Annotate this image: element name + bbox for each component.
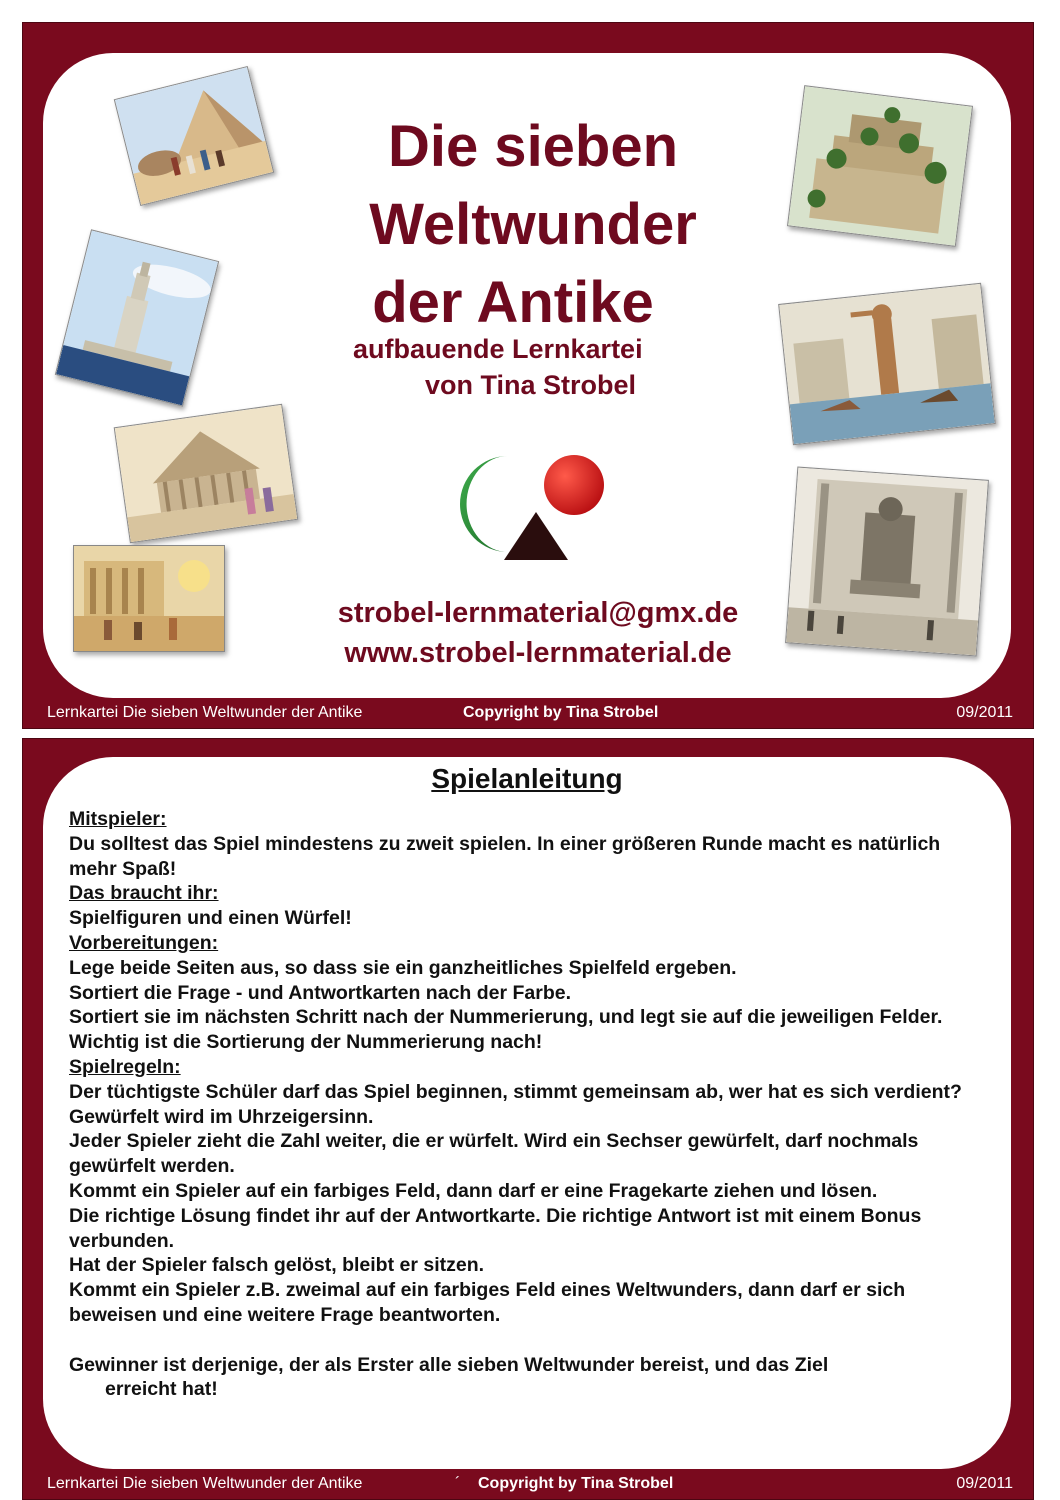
gardens-illustration-icon <box>788 86 972 245</box>
pyramids-picture <box>114 66 275 206</box>
temple-illustration-icon <box>74 546 224 651</box>
cover-panel <box>43 53 1011 698</box>
instruction-line: Sortiert sie im nächsten Schritt nach der Nummerierung, und legt sie auf die jeweiligen Felder. <box>69 1006 943 1029</box>
pyramid-sphinx-illustration-icon <box>115 67 273 205</box>
instruction-line: erreicht hat! <box>105 1378 218 1401</box>
footer-title: Lernkartei Die sieben Weltwunder der Antike <box>47 704 363 721</box>
triangle-shape <box>504 512 568 560</box>
instruction-line: Der tüchtigste Schüler darf das Spiel beginnen, stimmt gemeinsam ab, wer hat es sich verdient? <box>69 1080 962 1103</box>
colossus-illustration-icon <box>779 284 995 444</box>
instruction-line: Kommt ein Spieler auf ein farbiges Feld, dann darf er eine Fragekarte ziehen und lösen. <box>69 1179 878 1202</box>
instruction-line: Jeder Spieler zieht die Zahl weiter, die er würfelt. Wird ein Sechser gewürfelt, darf nochmals gewürfelt werden. <box>69 1130 919 1178</box>
instruction-line: Du solltest das Spiel mindestens zu zweit spielen. In einer größeren Runde macht es natürlich mehr Spaß! <box>69 832 941 880</box>
title-line: Weltwunder <box>369 192 697 257</box>
email-link[interactable]: strobel-lernmaterial@gmx.de <box>337 597 739 629</box>
red-circle-shape <box>544 455 604 515</box>
subtitle <box>353 331 643 403</box>
footer-mark: ´ <box>455 1475 461 1492</box>
crescent-shape <box>460 456 508 552</box>
instruction-line: Hat der Spieler falsch gelöst, bleibt er sitzen. <box>69 1254 485 1277</box>
mausoleum-illustration-icon <box>115 405 297 542</box>
instruction-line: Die richtige Lösung findet ihr auf der Antwortkarte. Die richtige Antwort ist mit einem Bonus verbunden. <box>69 1204 922 1252</box>
footer-copyright: Copyright by Tina Strobel <box>463 704 659 721</box>
section-heading: Spielregeln: <box>69 1055 181 1078</box>
website-link[interactable]: www.strobel-lernmaterial.de <box>344 637 732 669</box>
zeus-statue-illustration-icon <box>786 468 988 656</box>
title-line: Die sieben <box>387 114 679 179</box>
spacer <box>69 1328 987 1353</box>
mausoleum-picture <box>114 404 299 544</box>
title-line: der Antike <box>372 270 654 335</box>
temple-picture <box>73 545 225 652</box>
hanging-gardens-picture <box>787 85 973 247</box>
lighthouse-illustration-icon <box>56 230 218 405</box>
section-heading: Mitspieler: <box>69 808 167 830</box>
zeus-statue-picture <box>785 467 989 657</box>
instruction-line: Spielfiguren und einen Würfel! <box>69 907 352 930</box>
subtitle-line: aufbauende Lernkartei <box>353 334 643 364</box>
instructions-panel <box>43 757 1011 1469</box>
cover-card <box>22 22 1034 729</box>
subtitle-line: von Tina Strobel <box>425 370 637 400</box>
instructions-title: Spielanleitung <box>431 763 623 794</box>
instruction-line: Wichtig ist die Sortierung der Nummerierung nach! <box>69 1031 543 1054</box>
instruction-line: Sortiert die Frage - und Antwortkarten nach der Farbe. <box>69 981 572 1004</box>
cover-footer <box>23 698 1033 728</box>
brand-logo-icon <box>448 448 618 593</box>
footer-date: 09/2011 <box>956 704 1013 721</box>
main-title <box>313 108 753 342</box>
colossus-picture <box>778 283 996 446</box>
instruction-line: Lege beide Seiten aus, so dass sie ein ganzheitliches Spielfeld ergeben. <box>69 956 737 979</box>
instruction-line: Gewürfelt wird im Uhrzeigersinn. <box>69 1105 374 1128</box>
footer-title: Lernkartei Die sieben Weltwunder der Antike <box>47 1475 363 1492</box>
section-heading: Das braucht ihr: <box>69 882 219 905</box>
instruction-line: Gewinner ist derjenige, der als Erster alle sieben Weltwunder bereist, und das Ziel <box>69 1353 829 1376</box>
footer-copyright: Copyright by Tina Strobel <box>478 1475 674 1492</box>
contact-block <box>303 593 773 673</box>
instructions-body <box>69 807 987 1402</box>
lighthouse-picture <box>55 229 219 406</box>
instructions-card <box>22 738 1034 1500</box>
section-heading: Vorbereitungen: <box>69 931 219 954</box>
instructions-footer <box>23 1469 1033 1499</box>
footer-date: 09/2011 <box>956 1475 1013 1492</box>
instruction-line: Kommt ein Spieler z.B. zweimal auf ein farbiges Feld eines Weltwunders, dann darf er sich beweisen und eine weitere Frage beantworten. <box>69 1279 906 1326</box>
